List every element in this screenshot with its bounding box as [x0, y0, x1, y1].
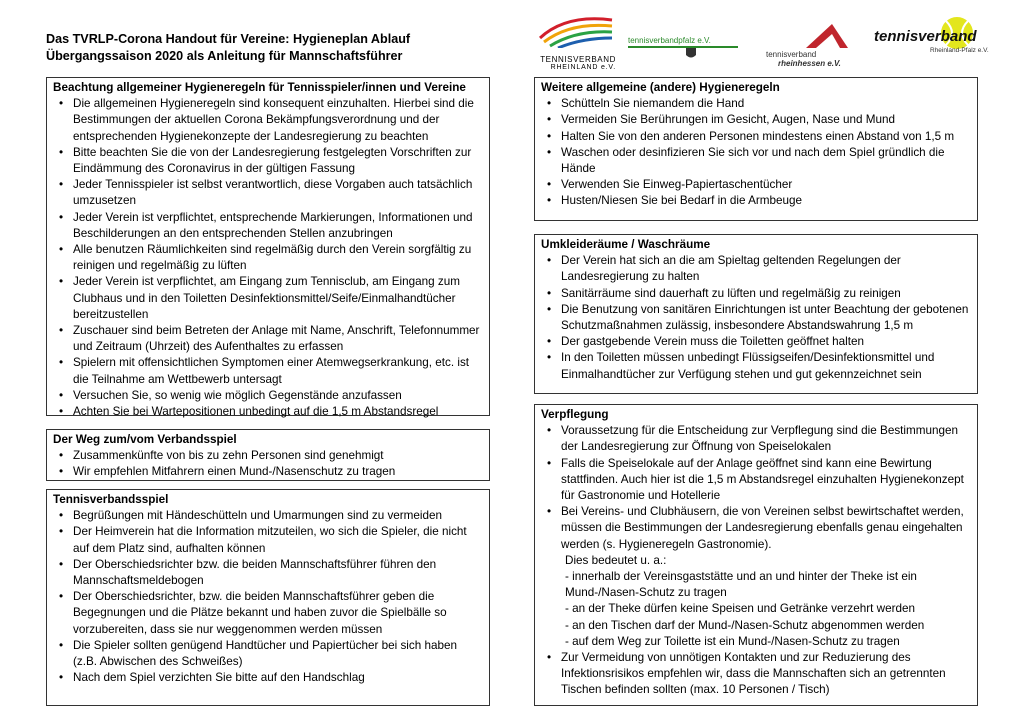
list-item: • Der gastgebende Verein muss die Toiletten geöffnet halten [561, 334, 971, 350]
sub-item: - innerhalb der Vereinsgaststätte und an und hinter der Theke ist ein Mund-/Nasen-Schutz zu tragen [565, 570, 917, 600]
list-item: • Achten Sie bei Wartepositionen unbedingt auf die 1,5 m Abstandsregel [73, 404, 483, 420]
list-item: • Bitte beachten Sie die von der Landesregierung festgelegten Vorschriften zur Eindämmung des Coronavirus in der gültigen Fassung [73, 145, 483, 177]
logo-tennisverband-rheinland-pfalz [870, 16, 1006, 66]
list-item: • Vermeiden Sie Berührungen im Gesicht, Augen, Nase und Mund [561, 112, 971, 128]
title-line-1: Das TVRLP-Corona Handout für Vereine: Hygieneplan Ablauf [46, 32, 411, 46]
list-item: • Die Spieler sollten genügend Handtücher und Papiertücher bei sich haben (z.B. Abwischen des Schweißes) [73, 638, 483, 670]
logo-tennisverband-rheinhessen [758, 20, 850, 70]
title-line-2: Übergangssaison 2020 als Anleitung für Mannschaftsführer [46, 49, 403, 63]
section-spiel [46, 489, 490, 706]
list-item: • Der Oberschiedsrichter bzw. die beiden Mannschaftsführer führen den Mannschaftsmeldebogen [73, 557, 483, 589]
logo-rh-line-1: tennisverband [766, 50, 817, 59]
section-verpflegung [534, 404, 978, 706]
logo-rp-line-1: tennisverband [874, 28, 977, 45]
section-weitere-list [541, 96, 971, 209]
section-spiel-list [53, 508, 483, 686]
list-item: • Schütteln Sie niemandem die Hand [561, 96, 971, 112]
list-item: • Versuchen Sie, so wenig wie möglich Gegenstände anzufassen [73, 388, 483, 404]
sub-item: - an der Theke dürfen keine Speisen und Getränke verzehrt werden [565, 602, 915, 616]
logo-tvr-line-1: TENNISVERBAND [540, 55, 616, 64]
list-item [561, 504, 971, 650]
list-item: • Der Heimverein hat die Information mitzuteilen, wo sich die Spieler, die nicht auf dem Platz sind, aufhalten können [73, 524, 483, 556]
list-item: • Der Oberschiedsrichter, bzw. die beiden Mannschaftsführer geben die Begegnungen und die Plätze bekannt und haben zuvor die Spielbälle so vorzubereiten, dass sie nur weggenommen werden müssen [73, 589, 483, 638]
roof-logo-icon [804, 20, 850, 50]
section-spiel-title: Tennisverbandsspiel [53, 493, 169, 506]
list-item: • Begrüßungen mit Händeschütteln und Umarmungen sind zu vermeiden [73, 508, 483, 524]
list-item: • Die allgemeinen Hygieneregeln sind konsequent einzuhalten. Hierbei sind die Bestimmungen der aktuellen Corona Bekämpfungsverordnung und der entsprechenden Hygienekonzepte der Landesregierung zu beachten [73, 96, 483, 145]
list-item-intro: Dies bedeutet u. a.: [565, 553, 667, 567]
logo-tennisverband-rheinland [536, 12, 616, 70]
logo-rp-line-2: Rheinland-Pfalz e.V. [930, 47, 989, 54]
list-item-text: • Bei Vereins- und Clubhäusern, die von Vereinen selbst bewirtschaftet werden, müssen die Bestimmungen der Landesregierung ebenfalls genau eingehalten werden (s. Hygieneregeln Gastronomie). [561, 505, 964, 551]
list-item: • Nach dem Spiel verzichten Sie bitte auf den Handschlag [73, 670, 483, 686]
list-item: • Falls die Speiselokale auf der Anlage geöffnet sind kann eine Bewirtung stattfinden. Auch hier ist die 1,5 m Abstandsregel einzuhalten Hygienekonzept für Gastronomie und Hotellerie [561, 456, 971, 505]
logo-tennisverband-pfalz [628, 36, 738, 58]
list-item: • Sanitärräume sind dauerhaft zu lüften und regelmäßig zu reinigen [561, 286, 971, 302]
section-hygiene [46, 77, 490, 419]
list-item: • Voraussetzung für die Entscheidung zur Verpflegung sind die Bestimmungen der Landesregierung zur Öffnung von Speiselokalen [561, 423, 971, 455]
list-item: • Husten/Niesen Sie bei Bedarf in die Armbeuge [561, 193, 971, 209]
section-hygiene-title: Beachtung allgemeiner Hygieneregeln für Tennisspieler/innen und Vereine [53, 81, 466, 94]
sub-item: - auf dem Weg zur Toilette ist ein Mund-/Nasen-Schutz zu tragen [565, 634, 900, 648]
section-verpflegung-title: Verpflegung [541, 408, 609, 421]
section-weg [46, 429, 490, 481]
list-item: • Der Verein hat sich an die am Spieltag geltenden Regelungen der Landesregierung zu halten [561, 253, 971, 285]
list-item: • Halten Sie von den anderen Personen mindestens einen Abstand von 1,5 m [561, 129, 971, 145]
document-title [46, 31, 516, 65]
list-item: • Zuschauer sind beim Betreten der Anlage mit Name, Anschrift, Telefonnummer und Zeitraum (Uhrzeit) des Aufenthaltes zu erfassen [73, 323, 483, 355]
section-verpflegung-list [541, 423, 971, 698]
list-item: • Jeder Verein ist verpflichtet, entsprechende Markierungen, Informationen und Beschilderungen an den entsprechenden Stellen anzubringen [73, 210, 483, 242]
sub-item: - an den Tischen darf der Mund-/Nasen-Schutz abgenommen werden [565, 618, 925, 632]
list-item: • Wir empfehlen Mitfahrern einen Mund-/Nasenschutz zu tragen [73, 464, 483, 480]
section-umkleide [534, 234, 978, 394]
list-item: • Verwenden Sie Einweg-Papiertaschentücher [561, 177, 971, 193]
list-item: • Zur Vermeidung von unnötigen Kontakten und zur Reduzierung des Infektionsrisikos empfehlen wir, dass die Mannschaften sich an getrennten Tischen befinden sollten (max. 10 Personen / Tisch) [561, 650, 971, 699]
list-item: • Die Benutzung von sanitären Einrichtungen ist unter Beachtung der gebotenen Schutzmaßnahmen zulässig, insbesondere Abstandswahrung 1,5 m [561, 302, 971, 334]
section-umkleide-title: Umkleideräume / Waschräume [541, 238, 711, 251]
list-item: • Jeder Tennisspieler ist selbst verantwortlich, diese Vorgaben auch tatsächlich umzusetzen [73, 177, 483, 209]
list-item: • In den Toiletten müssen unbedingt Flüssigseifen/Desinfektionsmittel und Einmalhandtücher zur Verfügung stehen und gut gekennzeichnet sein [561, 350, 971, 382]
list-item: • Jeder Verein ist verpflichtet, am Eingang zum Tennisclub, am Eingang zum Clubhaus und in den Toiletten Desinfektionsmittel/Seife/Einmalhandtücher bereitzustellen [73, 274, 483, 323]
section-weitere [534, 77, 978, 221]
crest-icon [686, 48, 696, 60]
section-weitere-title: Weitere allgemeine (andere) Hygieneregeln [541, 81, 780, 94]
logo-bar [536, 12, 1006, 70]
list-item: • Alle benutzen Räumlichkeiten sind regelmäßig durch den Verein sorgfältig zu reinigen und regelmäßig zu lüften [73, 242, 483, 274]
section-umkleide-list [541, 253, 971, 383]
section-weg-title: Der Weg zum/vom Verbandsspiel [53, 433, 237, 446]
logo-tvr-line-2: RHEINLAND e.V. [550, 64, 616, 71]
list-item: • Zusammenkünfte von bis zu zehn Personen sind genehmigt [73, 448, 483, 464]
logo-rh-line-2: rheinhessen e.V. [778, 59, 841, 68]
section-hygiene-list [53, 96, 483, 420]
logo-pfalz-text: tennisverbandpfalz e.V. [628, 36, 738, 48]
section-weg-list [53, 448, 483, 480]
swoosh-logo-icon [536, 12, 616, 48]
list-item: • Waschen oder desinfizieren Sie sich vor und nach dem Spiel gründlich die Hände [561, 145, 971, 177]
list-item: • Spielern mit offensichtlichen Symptomen einer Atemwegserkrankung, etc. ist die Teilnahme am Wettbewerb untersagt [73, 355, 483, 387]
